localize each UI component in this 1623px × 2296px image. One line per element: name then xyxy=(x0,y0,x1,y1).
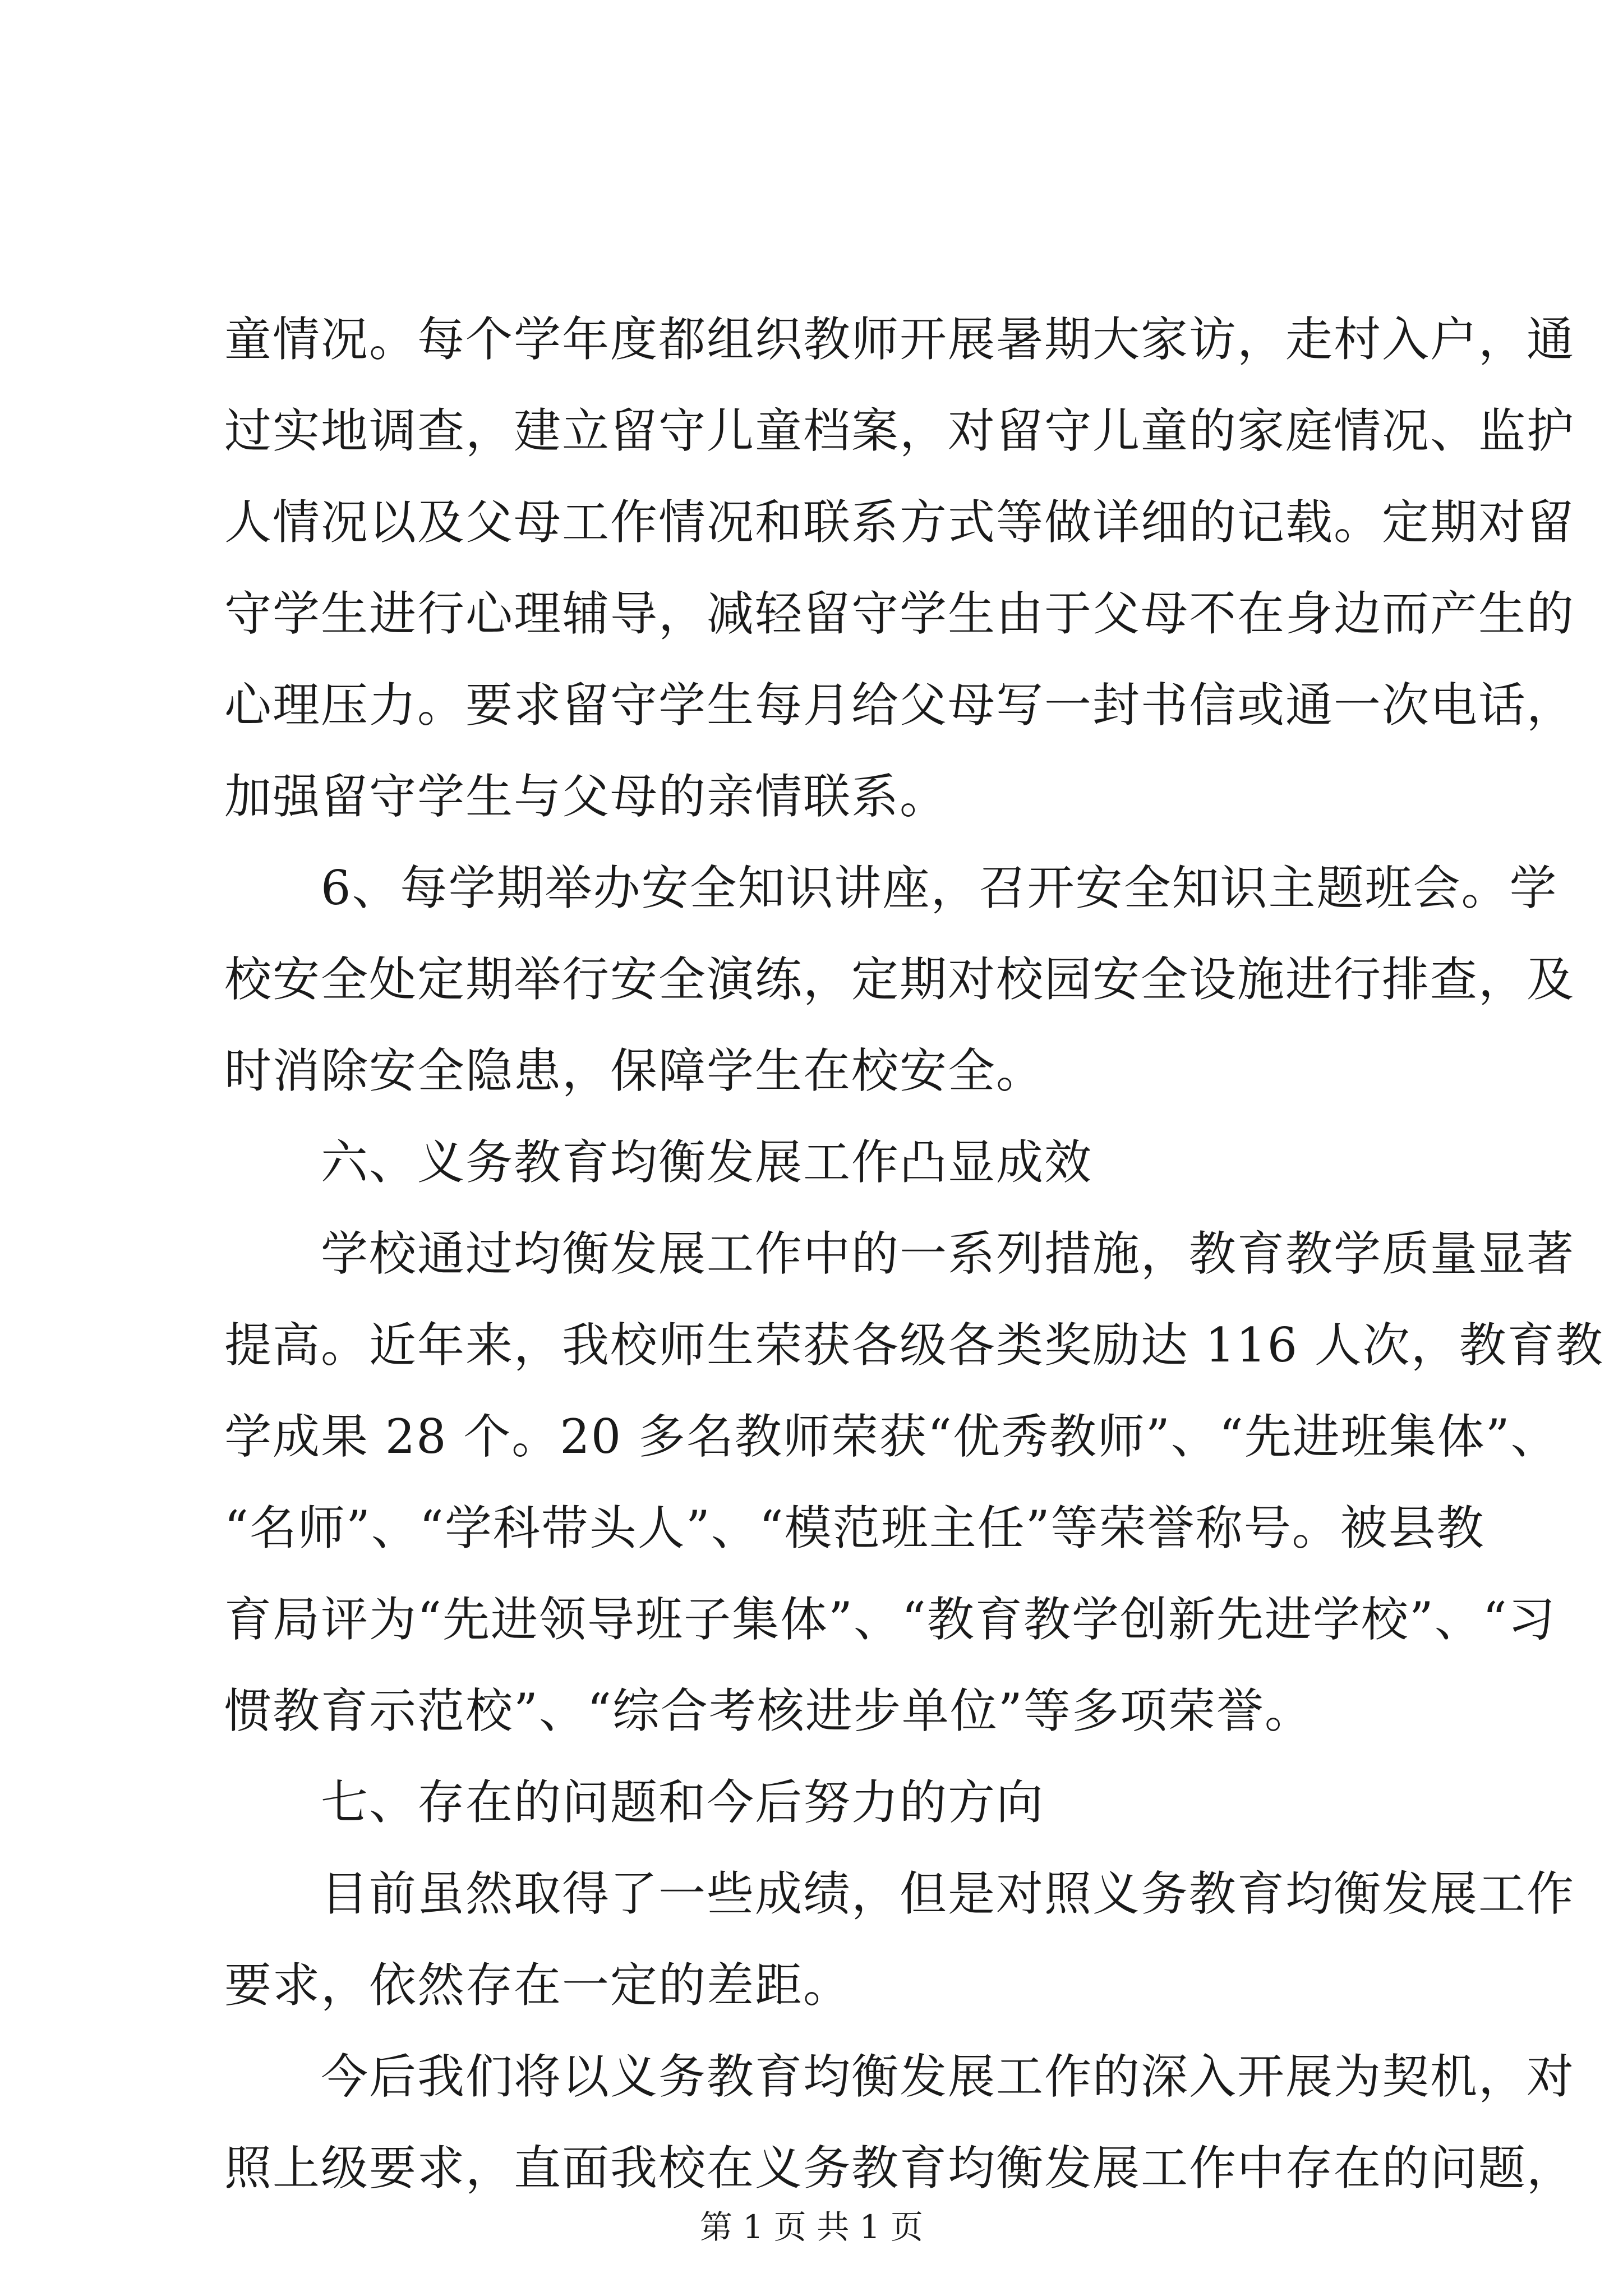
text-line: 人情况以及父母工作情况和联系方式等做详细的记载。定期对留 xyxy=(224,495,1575,550)
section-heading: 七、存在的问题和今后努力的方向 xyxy=(321,1775,1045,1830)
text-line: 童情况。每个学年度都组织教师开展暑期大家访，走村入户，通 xyxy=(224,312,1575,367)
text-line: 心理压力。要求留守学生每月给父母写一封书信或通一次电话， xyxy=(224,678,1575,733)
section-heading: 六、义务教育均衡发展工作凸显成效 xyxy=(321,1135,1093,1190)
text-line: 校安全处定期举行安全演练，定期对校园安全设施进行排查，及 xyxy=(224,952,1575,1007)
text-line: 守学生进行心理辅导，减轻留守学生由于父母不在身边而产生的 xyxy=(224,586,1575,641)
paragraph-first-line: 6、每学期举办安全知识讲座，召开安全知识主题班会。学 xyxy=(321,861,1558,915)
text-line: “名师”、“学科带头人”、“模范班主任”等荣誉称号。被县教 xyxy=(224,1501,1485,1556)
paragraph-first-line: 目前虽然取得了一些成绩，但是对照义务教育均衡发展工作 xyxy=(321,1866,1575,1921)
text-line: 惯教育示范校”、“综合考核进步单位”等多项荣誉。 xyxy=(224,1683,1313,1738)
text-line: 要求，依然存在一定的差距。 xyxy=(224,1958,852,2013)
text-line: 过实地调查，建立留守儿童档案，对留守儿童的家庭情况、监护 xyxy=(224,403,1575,458)
text-line: 提高。近年来，我校师生荣获各级各类奖励达 116 人次，教育教 xyxy=(224,1318,1604,1373)
paragraph-first-line: 今后我们将以义务教育均衡发展工作的深入开展为契机，对 xyxy=(321,2049,1575,2104)
text-line: 时消除安全隐患，保障学生在校安全。 xyxy=(224,1043,1045,1098)
text-line: 育局评为“先进领导班子集体”、“教育教学创新先进学校”、“习 xyxy=(224,1592,1556,1647)
text-line: 加强留守学生与父母的亲情联系。 xyxy=(224,769,948,824)
text-line: 学成果 28 个。20 多名教师荣获“优秀教师”、“先进班集体”、 xyxy=(224,1409,1559,1464)
paragraph-first-line: 学校通过均衡发展工作中的一系列措施，教育教学质量显著 xyxy=(321,1226,1575,1281)
page-number-footer: 第 1 页 共 1 页 xyxy=(700,2208,923,2246)
text-line: 照上级要求，直面我校在义务教育均衡发展工作中存在的问题， xyxy=(224,2141,1575,2196)
